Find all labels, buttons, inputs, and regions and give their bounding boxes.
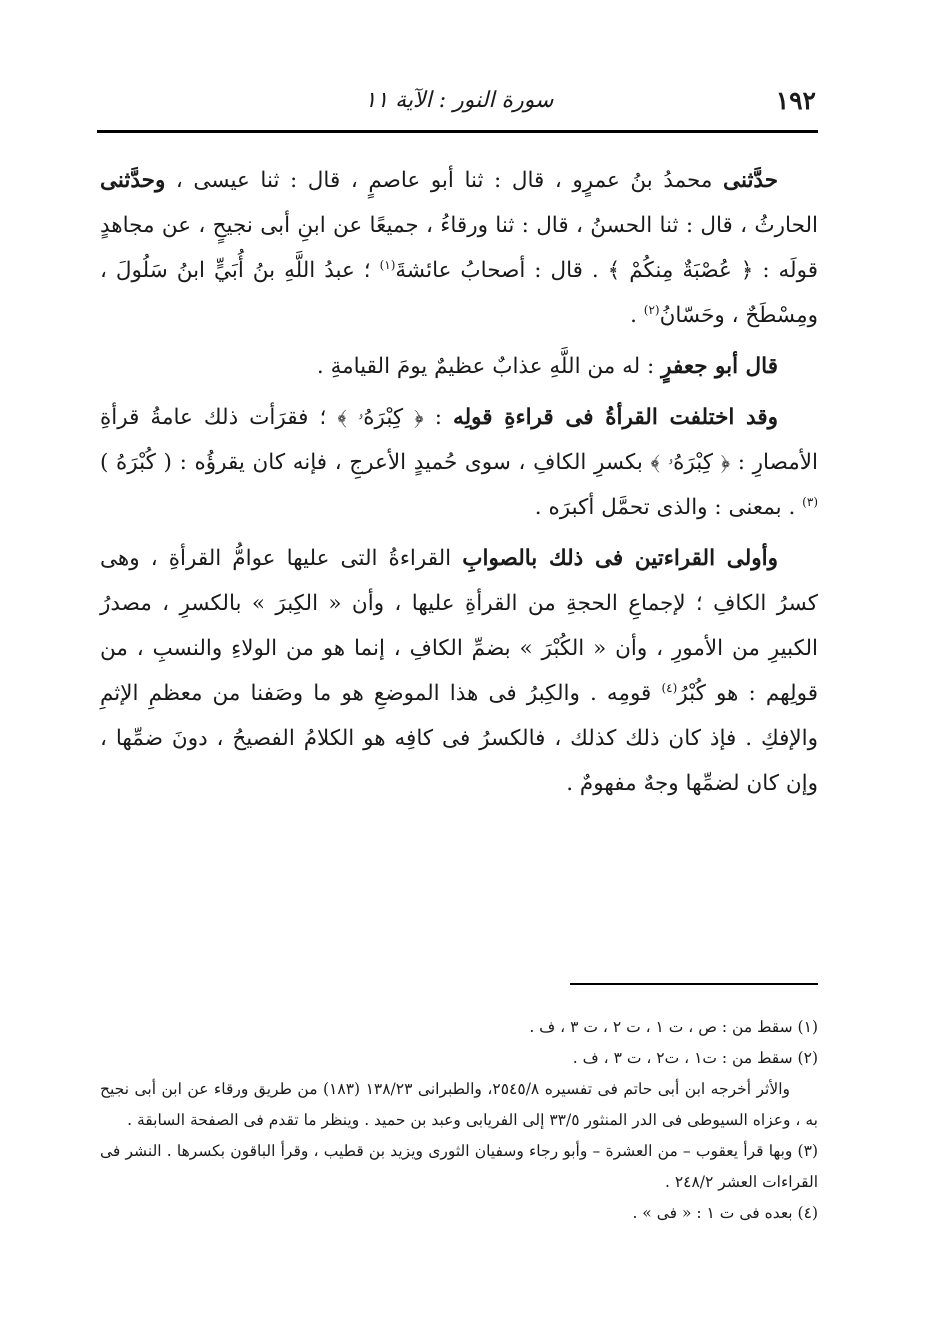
footnote-ref-1: (١) [379,257,396,272]
footnote-ref-4: (٤) [661,680,678,695]
text-run: القراءةُ التى عليها عوامُّ القرأةِ ، وهى كسرُ الكافِ ؛ لإجماعِ الحجةِ من القرأةِ عليها ، وأن « الكِبرَ » بالكسرِ ، مصدرُ الكبيرِ من الأمورِ ، وأن « الكُبْرَ » بضمِّ الكافِ ، إنما هو من الولاءِ والنسبِ ، من قولِهم : هو كُبْرُ [100,546,818,706]
footnote-rule [570,983,818,985]
text-run: . بمعنى : والذى تحمَّل أكبرَه . [534,495,803,520]
footnote-4: (٤) بعده فى ت ١ : « فى » . [632,1204,818,1222]
bold-phrase: قال أبو جعفرٍ [661,354,778,379]
footnotes [100,1012,818,1229]
text-run: ؛ عبدُ اللَّهِ بنُ أُبَيٍّ ابنُ سَلُولَ ، ومِسْطَحٌ ، وحَسّانُ [100,258,818,328]
bold-phrase: حدَّثنى [723,168,778,193]
header-rule [97,130,818,133]
text-run: محمدُ بنُ عمرٍو ، قال : ثنا أبو عاصمٍ ، قال : ثنا عيسى ، [165,168,724,193]
paragraph-3 [100,395,818,530]
paragraph-2 [100,344,818,389]
footnote-1: (١) سقط من : ص ، ت ١ ، ت ٢ ، ت ٣ ، ف . [529,1018,818,1036]
text-run: : ﴿ كِبْرَهُۥ ﴾ ؛ فقرَأت ذلك عامةُ قرأةِ الأمصارِ : ﴿ كِبْرَهُۥ ﴾ بكسرِ الكافِ ، سوى حُميدٍ الأعرجِ ، فإنه كان يقرؤُه : ( كُبْرَهُ ) [100,405,818,475]
bold-phrase: وأولى القراءتين فى ذلك بالصوابِ [462,546,779,571]
footnote-ref-3: (٣) [802,494,818,509]
main-text [100,158,818,806]
footnote-3: (٣) وبها قرأ يعقوب – من العشرة – وأبو رجاء وسفيان الثورى ويزيد بن قطيب ، وقرأ الباقون بكسرها . النشر فى القراءات العشر ٢٤٨/٢ . [100,1142,818,1191]
paragraph-1 [100,158,818,338]
text-run: الحارثُ ، قال : ثنا الحسنُ ، قال : ثنا ورقاءُ ، جميعًا عن ابنِ أبى نجيحٍ ، عن مجاهدٍ قولَه : ﴿ عُصْبَةٌ مِنكُمْ ﴾ . قال : أصحابُ عائشةَ [100,213,818,283]
bold-phrase: وحدَّثنى [100,168,166,193]
text-run: : له من اللَّهِ عذابٌ عظيمٌ يومَ القيامةِ . [316,354,662,379]
footnote-ref-2: (٢) [643,302,660,317]
text-run: . [630,303,644,328]
running-title: سورة النور : الآية ١١ [364,88,554,113]
page-header [100,86,818,126]
footnote-2-continued: والأثر أخرجه ابن أبى حاتم فى تفسيره ٢٥٤٥/٨، والطبرانى ١٣٨/٢٣ (١٨٣) من طريق ورقاء عن ابن أبى نجيح به ، وعزاه السيوطى فى الدر المنثور ٣٣/٥ إلى الفريابى وعبد بن حميد . وينظر ما تقدم فى الصفحة السابقة . [100,1080,818,1129]
text-run: قومِه . والكِبرُ فى هذا الموضعِ هو ما وصَفنا من معظمِ الإثمِ والإفكِ . فإذ كان ذلك كذلك ، فالكسرُ فى كافِه هو الكلامُ الفصيحُ ، دونَ ضمِّها ، وإن كان لضمِّها وجهٌ مفهومٌ . [100,681,818,796]
bold-phrase: وقد اختلفت القرأةُ فى قراءةِ قولِه [453,405,778,430]
paragraph-4 [100,536,818,806]
footnote-2: (٢) سقط من : ت١ ، ت٢ ، ت ٣ ، ف . [572,1049,818,1067]
page-number: ١٩٢ [775,86,816,115]
